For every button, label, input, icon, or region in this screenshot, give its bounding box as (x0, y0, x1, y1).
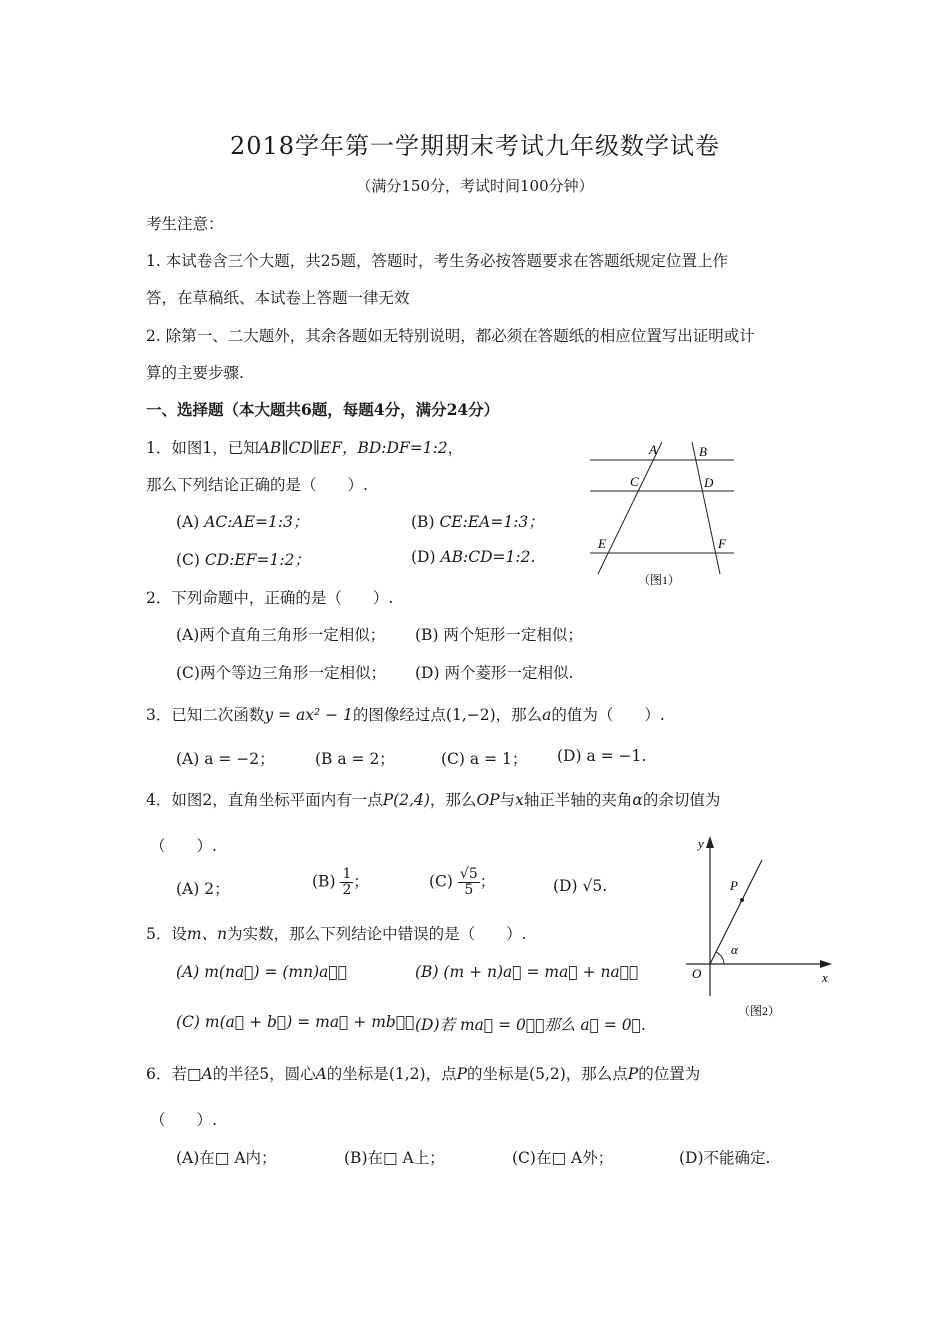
q4-option-b-denominator: 2 (342, 882, 352, 898)
q1-option-c-math: CD:EF=1:2； (204, 551, 310, 569)
q5-stem-post: 为实数，那么下列结论中错误的是（ ）. (227, 925, 527, 943)
q6-option-d: (D)不能确定. (679, 1149, 771, 1167)
figure-1-caption: （图1） (638, 573, 681, 587)
q4-alpha: α (632, 791, 643, 809)
q4-option-b (312, 867, 369, 898)
q1-option-b-label: (B) (411, 513, 435, 531)
q4-option-d (553, 877, 607, 895)
q6-seg-f: ，那么点 (565, 1065, 628, 1083)
q4-stem-prefix: 4．如图2，直角坐标平面内有一点 (146, 791, 383, 809)
q1-option-a (176, 510, 308, 532)
point-p-marker (740, 898, 744, 902)
q1-stem-prefix: 1．如图1，已知 (146, 439, 259, 457)
question-4-stem (146, 788, 720, 810)
q4-option-b-post: ； (353, 872, 369, 891)
notice-heading: 考生注意： (146, 215, 224, 233)
q1-stem-suffix: ， (447, 439, 464, 457)
q3-stem-post-2: 的值为（ ）. (551, 706, 665, 724)
q4-option-b-label: (B) (312, 872, 336, 891)
question-6-paren: （ ）. (150, 1111, 217, 1129)
q1-option-d-label: (D) (411, 548, 436, 566)
q1-option-d (411, 548, 535, 566)
q4-option-c-label: (C) (429, 872, 453, 891)
q1-option-c (176, 548, 310, 570)
notice-item-1-line-2: 答，在草稿纸、本试卷上答题一律无效 (146, 289, 410, 307)
question-3-stem (146, 703, 665, 725)
q6-seg-a: 6．若□ (146, 1065, 202, 1083)
q4-stem-mid-2: 与 (499, 791, 516, 809)
q1-option-b (411, 510, 544, 532)
page-subtitle: （满分150分，考试时间100分钟） (356, 177, 594, 195)
q3-option-d: (D) a = −1. (557, 747, 647, 765)
angle-arc (716, 952, 724, 964)
q2-option-b: (B) 两个矩形一定相似； (415, 626, 583, 644)
q4-option-c (429, 867, 495, 898)
q6-seg-e: 的坐标是 (467, 1065, 530, 1083)
y-axis-arrow-icon (706, 836, 714, 848)
q1-stem-math: AB∥CD∥EF，BD:DF=1:2 (258, 439, 448, 457)
q4-stem-post: 的余切值为 (642, 791, 721, 809)
fig2-label-o: O (692, 966, 702, 981)
q5-option-a: (A) m(na⃗) = (mn)a⃗； (176, 963, 347, 981)
figure-1 (586, 438, 738, 590)
q3-var: a (542, 706, 552, 724)
fig1-label-a: A (649, 442, 657, 457)
q6-option-b: (B)在□ A上； (344, 1149, 445, 1167)
q6-seg-b: 的半径5，圆心 (212, 1065, 316, 1083)
q4-stem-mid-3: 轴正半轴的夹角 (523, 791, 633, 809)
question-1-stem-line-2: 那么下列结论正确的是（ ）. (146, 476, 368, 494)
q6-option-a: (A)在□ A内； (176, 1149, 277, 1167)
q3-stem-prefix: 3．已知二次函数 (146, 706, 265, 724)
fig2-label-p: P (730, 878, 738, 893)
question-5-stem (146, 922, 527, 944)
q4-option-c-post: ； (479, 872, 496, 891)
q5-stem-vars: m、n (186, 925, 228, 943)
q3-option-b: (B a = 2； (315, 750, 395, 768)
page-title: 2018学年第一学期期末考试九年级数学试卷 (229, 132, 721, 160)
q4-option-c-fraction (458, 867, 480, 898)
q3-function: y = ax² − 1 (264, 706, 353, 724)
fig2-label-y: y (698, 836, 704, 851)
fig2-label-x: x (822, 970, 828, 985)
q6-seg-c: 的坐标是 (326, 1065, 389, 1083)
question-6-stem (146, 1062, 700, 1084)
x-axis-arrow-icon (820, 960, 832, 968)
q4-option-d-math: √5 (582, 877, 603, 895)
q6-a2: A (315, 1065, 327, 1083)
fig1-label-f: F (718, 536, 726, 551)
q5-option-c: (C) m(a⃗ + b⃗) = ma⃗ + mb⃗； (176, 1013, 415, 1031)
q3-option-c: (C) a = 1； (441, 750, 528, 768)
notice-item-2-line-1: 2. 除第一、二大题外，其余各题如无特别说明，都必须在答题纸的相应位置写出证明或计 (146, 327, 755, 345)
figure-2 (676, 832, 846, 1028)
q6-p1: P (456, 1065, 468, 1083)
q6-coord-a: (1,2) (388, 1065, 426, 1083)
q4-option-c-numerator: √5 (459, 866, 478, 882)
q4-option-c-denominator: 5 (464, 882, 474, 898)
q4-option-b-numerator: 1 (342, 866, 352, 882)
q4-x: x (515, 791, 524, 809)
q6-a1: A (201, 1065, 213, 1083)
fig1-label-b: B (699, 444, 707, 459)
q4-option-d-label: (D) (553, 877, 578, 895)
q4-option-a: (A) 2； (176, 880, 230, 898)
q1-option-a-math: AC:AE=1:3； (204, 513, 309, 531)
q6-seg-d: ，点 (425, 1065, 457, 1083)
q4-stem-mid-1: ，那么 (429, 791, 477, 809)
q6-coord-p: (5,2) (529, 1065, 566, 1083)
q2-option-d: (D) 两个菱形一定相似. (415, 664, 574, 682)
q2-option-c: (C)两个等边三角形一定相似； (176, 664, 386, 682)
q4-op: OP (476, 791, 500, 809)
transversal-ace (598, 442, 662, 574)
transversal-bdf (692, 442, 720, 574)
q3-stem-post-1: ，那么 (495, 706, 543, 724)
q6-seg-g: 的位置为 (638, 1065, 701, 1083)
fig1-label-e: E (598, 536, 606, 551)
q6-option-c: (C)在□ A外； (512, 1149, 614, 1167)
fig2-label-alpha: α (731, 942, 738, 957)
question-2-stem: 2．下列命题中，正确的是（ ）. (146, 589, 394, 607)
q3-option-a: (A) a = −2； (176, 750, 275, 768)
notice-item-2-line-2: 算的主要步骤. (146, 364, 244, 382)
q5-option-d: (D)若 ma⃗ = 0⃗，那么 a⃗ = 0⃗. (415, 1016, 646, 1034)
q3-stem-middle: 的图像经过点 (352, 706, 446, 724)
question-4-paren: （ ）. (150, 837, 217, 855)
question-1-stem-line-1 (146, 436, 463, 458)
notice-item-1-line-1: 1. 本试卷含三个大题，共25题，答题时，考生务必按答题要求在答题纸规定位置上作 (146, 252, 728, 270)
q1-option-a-label: (A) (176, 513, 200, 531)
fig1-label-d: D (704, 475, 714, 490)
q4-option-b-fraction (340, 867, 353, 898)
q1-option-d-math: AB:CD=1:2. (440, 548, 536, 566)
q1-option-c-label: (C) (176, 551, 200, 569)
figure-2-caption: （图2） (738, 1004, 781, 1018)
q5-stem-prefix: 5．设 (146, 925, 187, 943)
q5-option-b: (B) (m + n)a⃗ = ma⃗ + na⃗； (415, 963, 639, 981)
q3-point: (1,−2) (445, 706, 496, 724)
q1-option-b-math: CE:EA=1:3； (439, 513, 544, 531)
q6-p2: P (627, 1065, 639, 1083)
fig1-label-c: C (630, 474, 639, 489)
q2-option-a: (A)两个直角三角形一定相似； (176, 626, 386, 644)
q4-point: P(2,4) (382, 791, 430, 809)
q4-option-d-post: . (602, 877, 608, 895)
section-1-heading: 一、选择题（本大题共6题，每题4分，满分24分） (146, 400, 500, 419)
